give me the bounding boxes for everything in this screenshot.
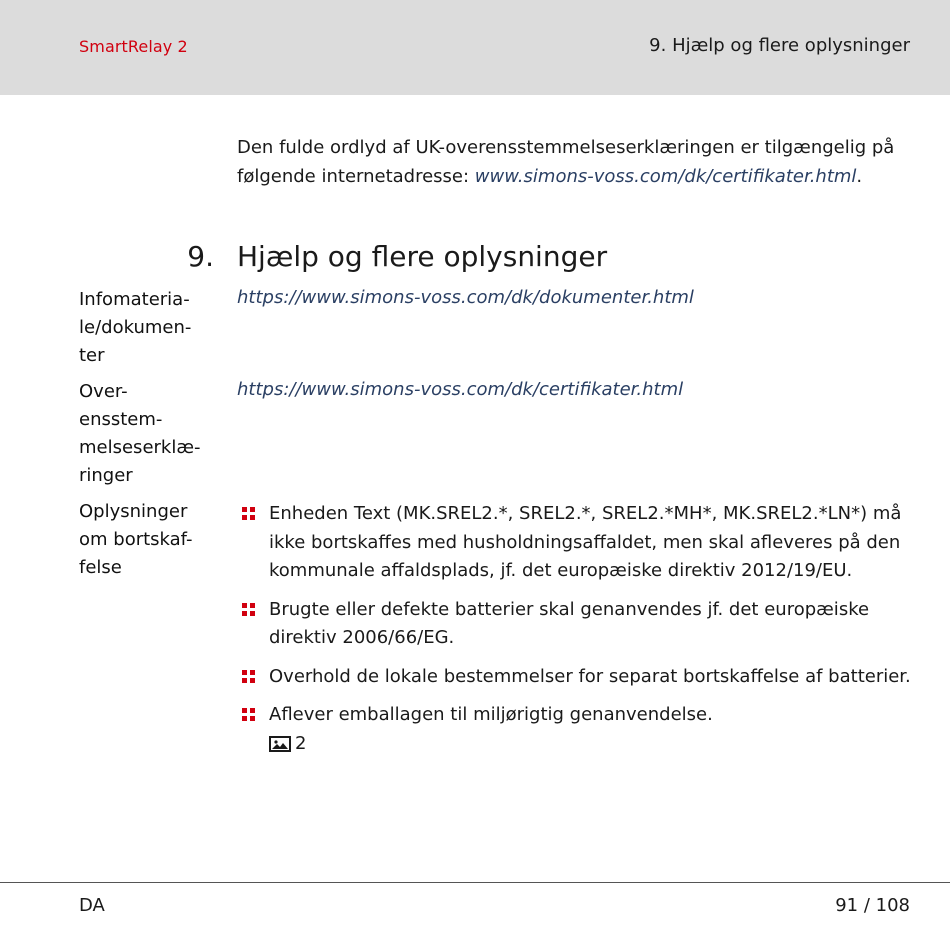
intro-paragraph — [237, 134, 917, 191]
brand-name: SmartRelay 2 — [79, 37, 188, 56]
certificates-link-inline[interactable]: www.simons-voss.com/dk/certifikater.html — [474, 165, 857, 187]
page-header — [0, 0, 950, 95]
section-title: Hjælp og flere oplysninger — [237, 240, 608, 273]
documents-link[interactable]: https://www.simons-voss.com/dk/dokumenter.html — [237, 287, 694, 308]
bullet-squares-icon — [242, 507, 255, 520]
list-item — [237, 500, 917, 586]
bullet-squares-icon — [242, 670, 255, 683]
list-item — [237, 701, 917, 761]
bullet-squares-icon — [242, 603, 255, 616]
intro-text: Den fulde ordlyd af UK-overensstemmelseserklæringen er tilgængelig på følgende internetadresse: — [237, 137, 895, 187]
footer-divider — [0, 882, 950, 883]
figure-reference[interactable] — [269, 730, 306, 759]
bullet-squares-icon — [242, 708, 255, 721]
footer-page-number: 91 / 108 — [835, 895, 910, 916]
section-number: 9. — [187, 240, 214, 273]
intro-end: . — [856, 165, 863, 187]
list-item — [237, 663, 917, 692]
label-infomaterial: Infomateria- le/dokumen- ter — [79, 289, 192, 366]
list-item — [237, 596, 917, 653]
label-disposal: Oplysninger om bortskaf- felse — [79, 501, 193, 578]
bullet-text: Aflever emballagen til miljørigtig genanvendelse. — [269, 704, 713, 725]
label-declarations: Over- ensstem- melseserklæ- ringer — [79, 381, 201, 486]
bullet-text: Enheden Text (MK.SREL2.*, SREL2.*, SREL2.*MH*, MK.SREL2.*LN*) må ikke bortskaffes med husholdningsaffaldet, men skal afleveres på den kommunale affaldsplads, jf. det europæiske direktiv 2012/19/EU. — [269, 503, 902, 581]
bullet-text: Brugte eller defekte batterier skal genanvendes jf. det europæiske direktiv 2006/66/EG. — [269, 598, 870, 648]
bullet-text: Overhold de lokale bestemmelser for separat bortskaffelse af batterier. — [269, 665, 911, 687]
disposal-bullet-list — [237, 500, 917, 771]
figure-number: 2 — [295, 732, 307, 754]
header-chapter-title: 9. Hjælp og flere oplysninger — [649, 35, 910, 56]
image-icon — [269, 736, 291, 752]
certificates-link[interactable]: https://www.simons-voss.com/dk/certifikater.html — [237, 379, 684, 400]
footer-language: DA — [79, 895, 105, 916]
